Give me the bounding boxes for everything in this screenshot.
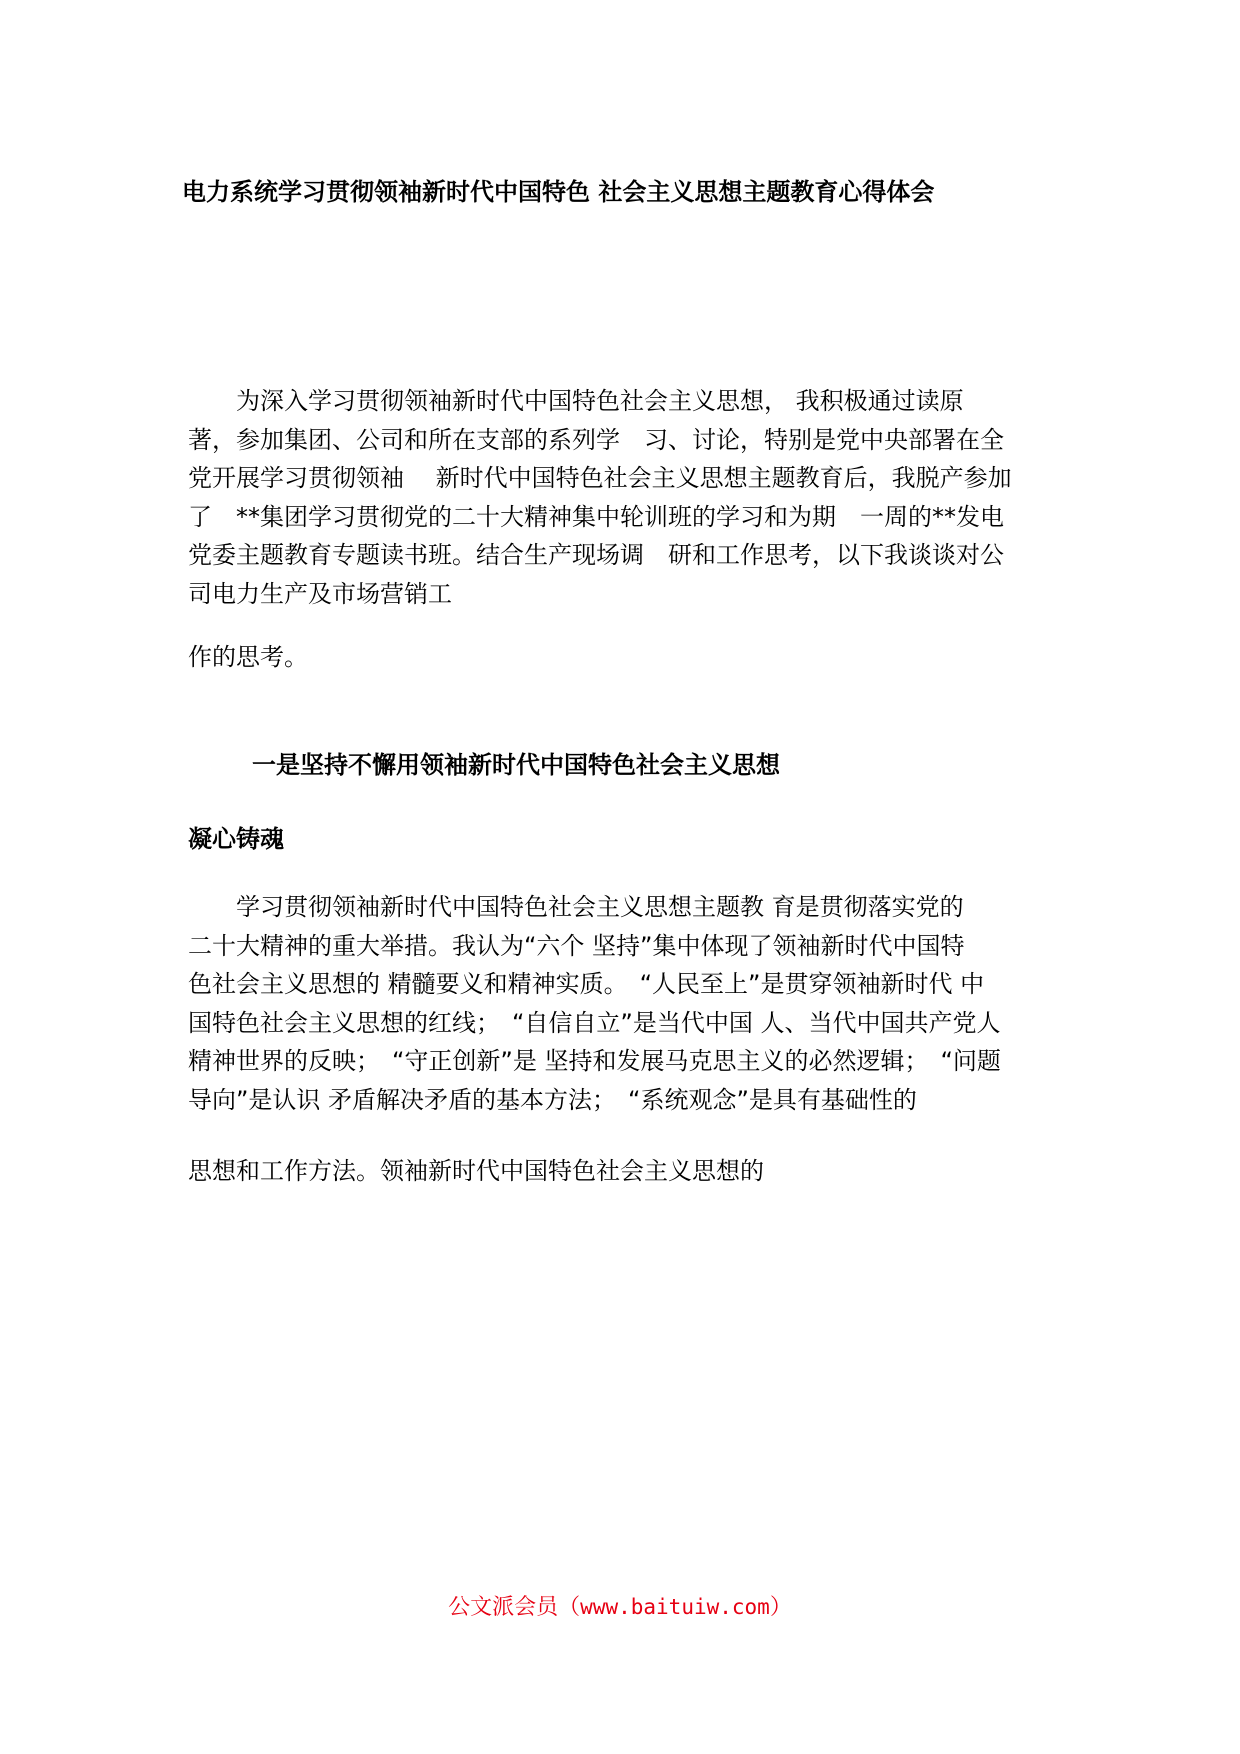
intro-paragraph-tail	[188, 638, 1088, 677]
section-paragraph-tail	[188, 1152, 1088, 1191]
paragraph-line: 为深入学习贯彻领袖新时代中国特色社会主义思想， 我积极通过读原	[188, 387, 964, 415]
paragraph-line: 精神世界的反映； “守正创新”是 坚持和发展马克思主义的必然逻辑； “问题	[188, 1047, 1001, 1075]
paragraph-line: 二十大精神的重大举措。我认为“六个 坚持”集中体现了领袖新时代中国特	[188, 931, 965, 960]
paragraph-line: 党开展学习贯彻领袖 新时代中国特色社会主义思想主题教育后，我脱产参加	[188, 464, 1012, 492]
section-subheading: 凝心铸魂	[188, 825, 284, 853]
paragraph-line: 作的思考。	[188, 643, 308, 671]
document-title: 电力系统学习贯彻领袖新时代中国特色 社会主义思想主题教育心得体会	[182, 178, 935, 206]
paragraph-line: 党委主题教育专题读书班。结合生产现场调 研和工作思考，以下我谈谈对公	[188, 541, 1004, 569]
paragraph-line: 思想和工作方法。领袖新时代中国特色社会主义思想的	[188, 1157, 764, 1185]
section-heading: 一是坚持不懈用领袖新时代中国特色社会主义思想	[252, 751, 780, 779]
paragraph-line: 色社会主义思想的 精髓要义和精神实质。 “人民至上”是贯穿领袖新时代 中	[188, 970, 985, 998]
footer-site-link[interactable]: www.baituiw.com	[580, 1595, 770, 1619]
paragraph-line: 了 **集团学习贯彻党的二十大精神集中轮训班的学习和为期 一周的**发电	[188, 502, 1004, 531]
footer-paren-open: （	[558, 1595, 581, 1620]
paragraph-line: 国特色社会主义思想的红线； “自信自立”是当代中国 人、当代中国共产党人	[188, 1008, 1001, 1037]
footer-brand: 公文派会员	[448, 1595, 559, 1620]
section-paragraph	[188, 888, 1088, 1119]
paragraph-line: 司电力生产及市场营销工	[188, 579, 452, 608]
paragraph-line: 学习贯彻领袖新时代中国特色社会主义思想主题教 育是贯彻落实党的	[188, 893, 964, 921]
intro-paragraph	[188, 382, 1088, 613]
watermark-footer	[0, 1592, 1240, 1623]
paragraph-line: 著，参加集团、公司和所在支部的系列学 习、讨论，特别是党中央部署在全	[188, 425, 1004, 454]
paragraph-line: 导向”是认识 矛盾解决矛盾的基本方法； “系统观念”是具有基础性的	[188, 1085, 917, 1114]
footer-paren-close: ）	[769, 1595, 792, 1620]
